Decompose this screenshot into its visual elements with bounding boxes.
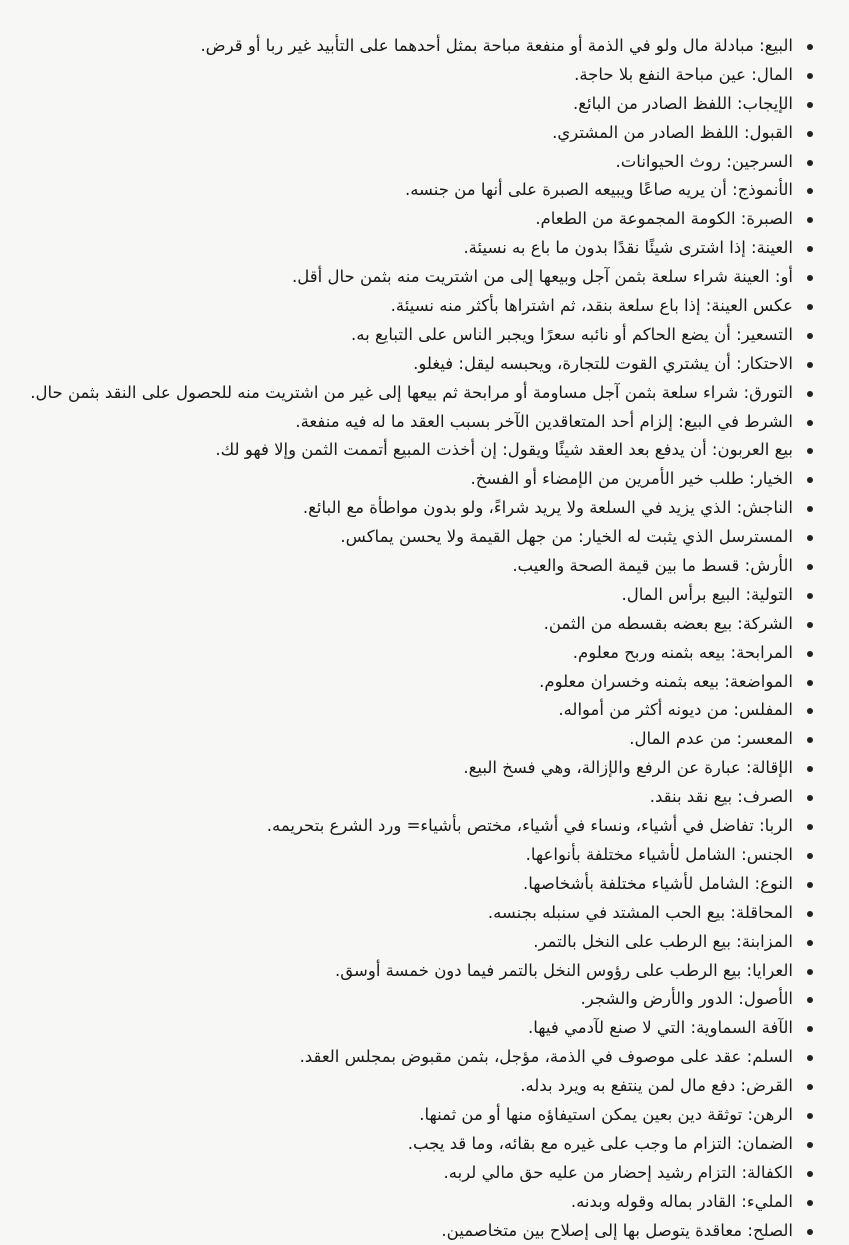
definition-term: الأرش <box>750 556 793 576</box>
bullet-icon <box>807 882 813 888</box>
term-separator: : <box>732 787 743 807</box>
term-separator: : <box>725 642 737 662</box>
bullet-icon <box>807 362 813 368</box>
term-separator: : <box>731 93 743 113</box>
bullet-icon <box>807 1171 813 1177</box>
definition-text: من عدم المال. <box>629 729 732 749</box>
definition-text: الشامل لأشياء مختلفة بأشخاصها. <box>523 873 750 893</box>
definition-item <box>8 176 819 205</box>
definition-item <box>8 350 819 379</box>
definition-term: المليء <box>746 1191 793 1211</box>
bullet-icon <box>807 708 813 714</box>
bullet-icon <box>807 766 813 772</box>
term-separator: : <box>740 758 752 778</box>
bullet-icon <box>807 593 813 599</box>
definition-text: العينة شراء سلعة بثمن آجل وبيعها إلى من اشتريت منه بثمن حال أقل. <box>292 267 770 287</box>
term-separator: : <box>735 844 747 864</box>
term-separator: : <box>739 556 751 576</box>
term-separator: : <box>725 902 736 922</box>
definition-item <box>8 899 819 928</box>
definition-item <box>8 985 819 1014</box>
definition-text: شراء سلعة بثمن آجل مساومة أو مرابحة ثم بيعها إلى غير من اشتريت منه للحصول على النقد بثمن حال. <box>30 382 739 402</box>
definition-item <box>8 119 819 148</box>
term-separator: : <box>749 873 761 893</box>
definition-item <box>8 754 819 783</box>
term-separator: : <box>735 1076 746 1096</box>
definition-item <box>8 90 819 119</box>
definition-term: الأنموذج <box>737 180 793 200</box>
term-separator: : <box>728 700 739 720</box>
definition-term: المسترسل الذي يثبت له الخيار <box>583 527 793 547</box>
term-separator: : <box>742 1220 753 1240</box>
definition-text: معاقدة يتوصل بها إلى إصلاح بين متخاصمين. <box>441 1220 743 1240</box>
definition-term: الناجش <box>742 498 793 518</box>
definition-term: أو <box>780 267 793 287</box>
term-separator: : <box>769 267 781 287</box>
term-separator: : <box>732 613 743 633</box>
definition-item <box>8 812 819 841</box>
definition-text: بيعه بثمنه وربح معلوم. <box>572 642 726 662</box>
term-separator: : <box>730 353 742 373</box>
definition-item <box>8 1159 819 1188</box>
definition-item <box>8 523 819 552</box>
term-separator: : <box>685 1018 697 1038</box>
bullet-icon <box>807 73 813 79</box>
definition-term: السرجين <box>731 151 793 171</box>
bullet-icon <box>807 160 813 166</box>
definition-text: أن يدفع بعد العقد شيئًا ويقول: إن أخذت المبيع أتممت الثمن وإلا فهو لك. <box>215 440 707 460</box>
definition-text: بيع الرطب على النخل بالتمر. <box>533 931 731 951</box>
bullet-icon <box>807 44 813 50</box>
definition-item <box>8 321 819 350</box>
term-separator: : <box>572 527 584 547</box>
definition-text: الدور والأرض والشجر. <box>580 989 734 1009</box>
definition-item <box>8 1072 819 1101</box>
definition-item <box>8 61 819 90</box>
term-separator: : <box>743 469 755 489</box>
definition-item <box>8 725 819 754</box>
definition-term: العرايا <box>752 960 793 980</box>
definition-term: المال <box>756 64 793 84</box>
definition-term: المرابحة <box>736 642 793 662</box>
definition-text: من جهل القيمة ولا يحسن يماكس. <box>340 527 573 547</box>
definition-text: القادر بماله وقوله وبدنه. <box>570 1191 737 1211</box>
term-separator: : <box>738 122 750 142</box>
definition-term: النوع <box>760 873 793 893</box>
term-separator: : <box>700 296 712 316</box>
definition-term: المفلس <box>739 700 793 720</box>
term-separator: : <box>753 36 765 55</box>
definition-term: المزابنة <box>741 931 793 951</box>
definition-item <box>8 783 819 812</box>
definition-item <box>8 234 819 263</box>
term-separator: : <box>721 151 732 171</box>
definition-text: تفاضل في أشياء، ونساء في أشياء، مختص بأشياء= ورد الشرع بتحريمه. <box>266 816 754 836</box>
bullet-icon <box>807 969 813 975</box>
bullet-icon <box>807 651 813 657</box>
definition-text: مبادلة مال ولو في الذمة أو منفعة مباحة بمثل أحدهما على التأبيد غير ربا أو قرض. <box>200 36 754 55</box>
definition-term: عكس العينة <box>711 296 793 316</box>
term-separator: : <box>741 960 753 980</box>
definition-term: الصلح <box>752 1220 793 1240</box>
definition-item <box>8 696 819 725</box>
term-separator: : <box>731 1133 743 1153</box>
definition-text: التزام ما وجب على غيره مع بقائه، وما قد يجب. <box>407 1133 732 1153</box>
bullet-icon <box>807 420 813 426</box>
definition-text: دفع مال لمن ينتفع به ويرد بدله. <box>520 1076 736 1096</box>
definition-text: بيع نقد بنقد. <box>649 787 733 807</box>
bullet-icon <box>807 448 813 454</box>
definition-text: قسط ما بين قيمة الصحة والعيب. <box>512 556 740 576</box>
definition-text: التزام رشيد إحضار من عليه حق مالي لربه. <box>443 1162 737 1182</box>
bullet-icon <box>807 1113 813 1119</box>
definition-term: الرهن <box>753 1104 793 1124</box>
definition-text: الذي يزيد في السلعة ولا يريد شراءً، ولو بدون مواطأة مع البائع. <box>302 498 732 518</box>
definition-term: الآفة السماوية <box>696 1018 793 1038</box>
bullet-icon <box>807 1229 813 1235</box>
definition-item <box>8 668 819 697</box>
bullet-icon <box>807 940 813 946</box>
definition-text: اللفظ الصادر من البائع. <box>573 93 732 113</box>
term-separator: : <box>706 440 718 460</box>
definition-item <box>8 639 819 668</box>
definition-text: بيع بعضه بقسطه من الثمن. <box>543 613 733 633</box>
definition-item <box>8 610 819 639</box>
definition-term: التسعير <box>741 324 793 344</box>
term-separator: : <box>738 382 750 402</box>
definition-term: الخيار <box>754 469 793 489</box>
bullet-icon <box>807 911 813 917</box>
term-separator: : <box>741 1047 753 1067</box>
definition-item <box>8 205 819 234</box>
definition-term: المحاقلة <box>735 902 793 922</box>
term-separator: : <box>745 238 757 258</box>
definition-term: الإقالة <box>751 758 793 778</box>
bullet-icon <box>807 824 813 830</box>
term-separator: : <box>719 671 730 691</box>
definition-text: اللفظ الصادر من المشتري. <box>552 122 739 142</box>
term-separator: : <box>733 989 744 1009</box>
definitions-list <box>8 32 819 1245</box>
definition-term: المواضعة <box>729 671 793 691</box>
definition-text: بيعه بثمنه وخسران معلوم. <box>539 671 720 691</box>
bullet-icon <box>807 1026 813 1032</box>
bullet-icon <box>807 564 813 570</box>
definition-item <box>8 465 819 494</box>
definition-term: الصبرة <box>746 209 793 229</box>
bullet-icon <box>807 1142 813 1148</box>
bullet-icon <box>807 333 813 339</box>
definition-term: الصرف <box>742 787 793 807</box>
bullet-icon <box>807 795 813 801</box>
definition-text: عين مباحة النفع بلا حاجة. <box>574 64 747 84</box>
definition-term: العينة <box>756 238 793 258</box>
term-separator: : <box>673 411 684 431</box>
definition-item <box>8 1217 819 1245</box>
definition-term: الشركة <box>742 613 793 633</box>
bullet-icon <box>807 102 813 108</box>
bullet-icon <box>807 477 813 483</box>
definition-item <box>8 292 819 321</box>
term-separator: : <box>742 1104 754 1124</box>
bullet-icon <box>807 997 813 1003</box>
term-separator: : <box>731 498 743 518</box>
definition-term: الضمان <box>742 1133 793 1153</box>
definition-item <box>8 1130 819 1159</box>
definition-text: الشامل لأشياء مختلفة بأنواعها. <box>525 844 736 864</box>
definition-item <box>8 32 819 61</box>
term-separator: : <box>753 816 765 836</box>
definition-text: طلب خير الأمرين من الإمضاء أو الفسخ. <box>470 469 744 489</box>
definition-text: البيع برأس المال. <box>621 584 741 604</box>
definition-item <box>8 408 819 437</box>
definition-text: توثقة دين بعين يمكن استيفاؤه منها أو من ثمنها. <box>419 1104 743 1124</box>
definition-text: إذا اشترى شيئًا نقدًا بدون ما باع به نسيئة. <box>463 238 746 258</box>
bullet-icon <box>807 391 813 397</box>
definition-item <box>8 436 819 465</box>
definition-term: الإيجاب <box>742 93 793 113</box>
bullet-icon <box>807 217 813 223</box>
definition-term: التورق <box>749 382 793 402</box>
definition-text: التي لا صنع لآدمي فيها. <box>528 1018 686 1038</box>
bullet-icon <box>807 506 813 512</box>
bullet-icon <box>807 188 813 194</box>
term-separator: : <box>736 1162 748 1182</box>
bullet-icon <box>807 304 813 310</box>
definition-term: السلم <box>752 1047 793 1067</box>
definition-term: بيع العربون <box>717 440 793 460</box>
definition-text: الكومة المجموعة من الطعام. <box>535 209 736 229</box>
definition-text: أن يضع الحاكم أو نائبه سعرًا ويجبر الناس على التبايع به. <box>351 324 731 344</box>
definition-item <box>8 1101 819 1130</box>
definition-item <box>8 841 819 870</box>
bullet-icon <box>807 853 813 859</box>
bullet-icon <box>807 1084 813 1090</box>
definition-item <box>8 148 819 177</box>
definition-term: الكفالة <box>747 1162 793 1182</box>
term-separator: : <box>730 931 742 951</box>
definition-term: الاحتكار <box>741 353 793 373</box>
bullet-icon <box>807 535 813 541</box>
definition-item <box>8 870 819 899</box>
definition-term: الربا <box>764 816 793 836</box>
definition-term: القرض <box>745 1076 793 1096</box>
term-separator: : <box>730 324 742 344</box>
definition-term: الأصول <box>743 989 793 1009</box>
definition-term: التولية <box>751 584 793 604</box>
definition-item <box>8 1188 819 1217</box>
definition-item <box>8 379 819 408</box>
definition-text: عبارة عن الرفع والإزالة، وهي فسخ البيع. <box>463 758 741 778</box>
definition-text: بيع الحب المشتد في سنبله بجنسه. <box>487 902 726 922</box>
definition-item <box>8 1014 819 1043</box>
term-separator: : <box>726 180 738 200</box>
definition-text: روث الحيوانات. <box>615 151 721 171</box>
bullet-icon <box>807 1055 813 1061</box>
term-separator: : <box>736 1191 747 1211</box>
definition-item <box>8 263 819 292</box>
definition-text: بيع الرطب على رؤوس النخل بالتمر فيما دون خمسة أوسق. <box>335 960 742 980</box>
definition-item <box>8 957 819 986</box>
definition-term: البيع <box>764 36 793 55</box>
definition-text: أن يشتري القوت للتجارة، ويحبسه ليقل: فيغلو. <box>413 353 731 373</box>
definition-term: القبول <box>749 122 793 142</box>
term-separator: : <box>740 584 752 604</box>
bullet-icon <box>807 680 813 686</box>
term-separator: : <box>731 729 743 749</box>
definition-text: إلزام أحد المتعاقدين الآخر بسبب العقد ما له فيه منفعة. <box>295 411 673 431</box>
term-separator: : <box>735 209 747 229</box>
definition-term: الجنس <box>746 844 793 864</box>
definition-item <box>8 1043 819 1072</box>
definition-term: المعسر <box>742 729 793 749</box>
bullet-icon <box>807 622 813 628</box>
bullet-icon <box>807 131 813 137</box>
definition-item <box>8 928 819 957</box>
bullet-icon <box>807 246 813 252</box>
definition-item <box>8 494 819 523</box>
definition-item <box>8 581 819 610</box>
definition-item <box>8 552 819 581</box>
definition-text: إذا باع سلعة بنقد، ثم اشتراها بأكثر منه نسيئة. <box>390 296 701 316</box>
definition-text: عقد على موصوف في الذمة، مؤجل، بثمن مقبوض بمجلس العقد. <box>299 1047 742 1067</box>
definition-text: من ديونه أكثر من أمواله. <box>558 700 729 720</box>
bullet-icon <box>807 1200 813 1206</box>
bullet-icon <box>807 737 813 743</box>
term-separator: : <box>746 64 757 84</box>
bullet-icon <box>807 275 813 281</box>
definition-text: أن يريه صاعًا ويبيعه الصبرة على أنها من جنسه. <box>404 180 727 200</box>
definition-term: الشرط في البيع <box>683 411 793 431</box>
